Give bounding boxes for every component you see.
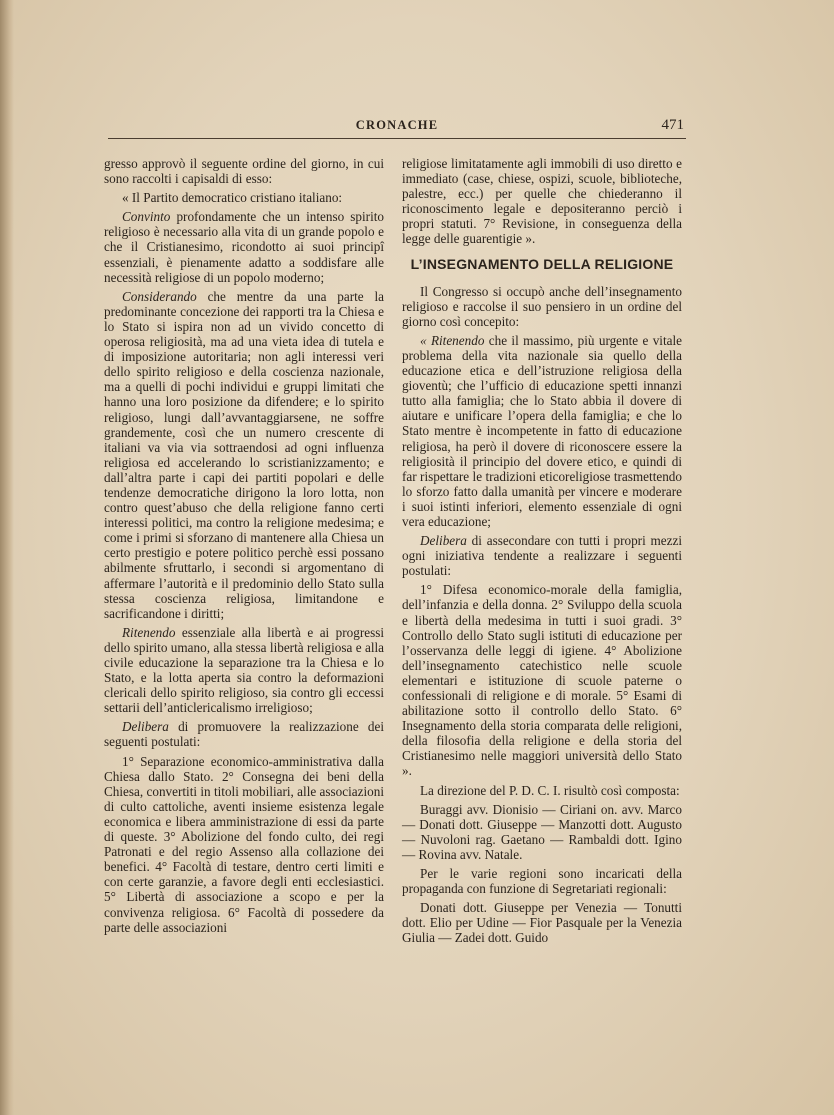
paragraph: 1° Difesa economico-morale della famiglia, dell’infanzia e della donna. 2° Sviluppo della scuola e libertà della medesima in tutti i suoi gradi. 3° Controllo dello Stato sugli istituti di educazione per l’osservanza delle leggi di igiene. 4° Abolizione dell’insegnamento catechistico nelle scuole elementari e istituzione di scuole paterne o confessionali di religione e di morale. 5° Esami di abilitazione sotto il controllo dello Stato. 6° Insegnamento della storia comparata delle religioni, della filosofia della religione e della storia del Cristianesimo nelle maggiori università dello Stato ». <box>402 582 682 779</box>
lead-word: Convinto <box>122 209 171 225</box>
paragraph: Delibera di promuovere la realizzazione dei seguenti postulati: <box>104 719 384 750</box>
right-column <box>402 156 682 950</box>
lead-word: Considerando <box>122 288 197 304</box>
paragraph: La direzione del P. D. C. I. risultò così composta: <box>420 782 680 798</box>
paragraph: Il Congresso si occupò anche dell’insegnamento religioso e raccolse il suo pensiero in un ordine del giorno così concepito: <box>402 283 682 329</box>
paragraph: Donati dott. Giuseppe per Venezia — Tonutti dott. Elio per Udine — Fior Pasquale per la Venezia Giulia — Zadei dott. Guido <box>402 900 682 946</box>
paragraph: Buraggi avv. Dionisio — Ciriani on. avv. Marco — Donati dott. Giuseppe — Manzotti dott. Augusto — Nuvoloni rag. Gaetano — Rambaldi dott. Igino — Rovina avv. Natale. <box>402 801 682 862</box>
paragraph: 1° Separazione economico-amministrativa dalla Chiesa dallo Stato. 2° Consegna dei beni della Chiesa, convertiti in titoli mobiliari, alle associazioni di culto cattoliche, aventi insieme esistenza legale economica e libera amministrazione di essi da parte di queste. 3° Abolizione del fondo culto, dei regi Patronati e del regio Assenso alla collazione dei benefici. 4° Facoltà di testare, dentro certi limiti e con certe garanzie, a favore degli enti ecclesiastici. 5° Libertà di associazione a scopo e per la convivenza religiosa. 6° Facoltà di possedere da parte delle associazioni <box>104 753 384 935</box>
paragraph: Convinto profondamente che un intenso spirito religioso è necessario alla vita di un grande popolo e che il Cristianesimo, ricondotto ai suoi principî essenziali, è pienamente adatto a soddisfare alle necessità religiose di un popolo moderno; <box>104 209 384 285</box>
running-head: CRONACHE <box>355 118 439 132</box>
paragraph: Considerando che mentre da una parte la predominante concezione dei rapporti tra la Chiesa e lo Stato si ispira non ad un vivido concetto di operosa religiosità, ma ad una vieta idea di tutela e di imposizione autoritaria; non agli interessi veri dello spirito religioso e della coscienza nazionale, ma a quelli di pochi individui e gruppi limitati che hanno una loro posizione da difendere; e lo spirito religioso, lungi dall’avvantaggiarsene, ne soffre grandemente, così che un numero crescente di italiani va via via sottraendosi ad ogni influenza religiosa ed accelerando lo scristianizzamento; e dall’altra parte i capi dei partiti popolari e delle tendenze democratiche dirigono la loro lotta, non contro quest’abuso che della religione fanno certi interessi politici, ma contro la religione medesima; e come i primi si sforzano di mantenere alla Chiesa un certo prestigio e potere politico perchè essi possano abilmente sfruttarlo, i secondi si argomentano di affermare l’autorità e il predominio dello Stato sulla stessa coscienza religiosa, limitandone e sacrificandone i diritti; <box>104 288 384 621</box>
lead-word: Delibera <box>420 533 467 549</box>
paragraph: religiose limitatamente agli immobili di uso diretto e immediato (case, chiese, ospizi, scuole, biblioteche, palestre, ecc.) per quelle che chiederanno il riconoscimento legale e depositeranno perciò i propri statuti. 7° Revisione, in conseguenza della legge delle guarentigie ». <box>402 156 682 247</box>
paragraph: Delibera di assecondare con tutti i propri mezzi ogni iniziativa tendente a realizzare i seguenti postulati: <box>402 533 682 579</box>
paragraph: Per le varie regioni sono incaricati della propaganda con funzione di Segretariati regionali: <box>402 866 682 897</box>
paragraph: « Ritenendo che il massimo, più urgente e vitale problema della vita nazionale sia quello della educazione etica e dell’istruzione religiosa della gioventù; che l’ufficio di educazione spetti innanzi tutto alla famiglia; che lo Stato abbia il dovere di aiutare e unificare l’opera della famiglia; e che lo Stato mentre è incompetente in fatto di educazione religiosa, ha però il dovere di riconoscere essere la religiosità il principio del dovere etico, e quindi di far rispettare le tradizioni eticoreligiose trasmettendo lo sforzo fatto dalla umanità per vincere e moderare i suoi istinti inferiori, elemento essenziale di ogni vera educazione; <box>402 332 682 529</box>
header-rule <box>108 138 686 139</box>
lead-word: Ritenendo <box>122 624 176 640</box>
paragraph: Ritenendo essenziale alla libertà e ai progressi dello spirito umano, alla stessa libertà religiosa e alla civile educazione la separazione tra la Chiesa e lo Stato, e la lotta aperta sia contro la deformazioni clericali dello spirito religioso, sia contro gli eccessi settarii dell’anticlericalismo irreligioso; <box>104 624 384 716</box>
left-column <box>104 156 384 939</box>
paragraph: gresso approvò il seguente ordine del giorno, in cui sono raccolti i capisaldi di esso: <box>104 156 384 187</box>
page-header <box>108 118 686 138</box>
page-number: 471 <box>661 117 684 133</box>
paragraph: « Il Partito democratico cristiano italiano: <box>122 190 343 206</box>
section-heading: L’INSEGNAMENTO DELLA RELIGIONE <box>410 255 674 272</box>
lead-word: « Ritenendo <box>420 332 485 348</box>
lead-word: Delibera <box>122 719 169 735</box>
